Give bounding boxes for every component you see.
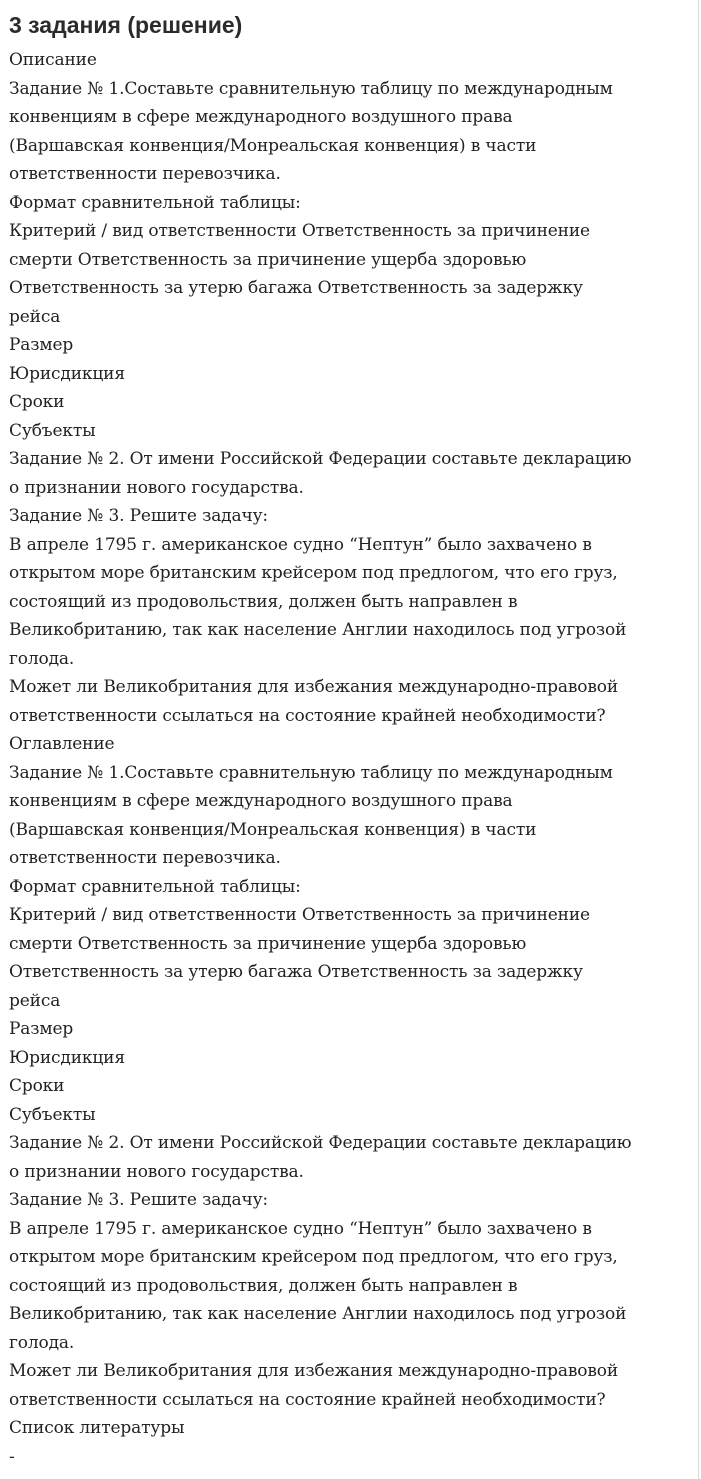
text-line: Задание № 3. Решите задачу: xyxy=(9,506,269,526)
text-line: (Варшавская конвенция/Монреальская конвенция) в части xyxy=(9,135,537,156)
text-line: Критерий / вид ответственности Ответственность за причинение xyxy=(9,905,590,925)
text-line: В апреле 1795 г. американское судно “Нептун” было захвачено в xyxy=(9,534,592,555)
text-line: Юрисдикция xyxy=(9,363,125,384)
text-line: смерти Ответственность за причинение ущерба здоровью xyxy=(9,933,527,954)
text-line: Ответственность за утерю багажа Ответственность за задержку xyxy=(9,962,583,982)
text-line: Может ли Великобритания для избежания международно-правовой xyxy=(9,677,619,697)
text-line: Задание № 1.Составьте сравнительную таблицу по международным xyxy=(9,762,613,783)
text-line: Формат сравнительной таблицы: xyxy=(9,192,301,213)
text-line: Формат сравнительной таблицы: xyxy=(9,876,301,897)
text-line: состоящий из продовольствия, должен быть направлен в xyxy=(9,591,518,612)
text-line: Задание № 3. Решите задачу: xyxy=(9,1190,269,1210)
text-line: Субъекты xyxy=(9,420,96,441)
text-line: (Варшавская конвенция/Монреальская конвенция) в части xyxy=(9,819,537,840)
text-line: В апреле 1795 г. американское судно “Нептун” было захвачено в xyxy=(9,1218,592,1239)
text-line: Список литературы xyxy=(9,1418,185,1438)
text-line: ответственности перевозчика. xyxy=(9,164,281,184)
text-line: Задание № 2. От имени Российской Федерации составьте декларацию xyxy=(9,449,632,469)
text-line: Ответственность за утерю багажа Ответственность за задержку xyxy=(9,278,583,298)
text-line: смерти Ответственность за причинение ущерба здоровью xyxy=(9,249,527,270)
text-line: о признании нового государства. xyxy=(9,1161,304,1182)
text-line: Размер xyxy=(9,1019,74,1039)
text-line: конвенциям в сфере международного воздушного права xyxy=(9,791,513,811)
text-line: голода. xyxy=(9,648,75,669)
text-line: Субъекты xyxy=(9,1104,96,1125)
text-line: Может ли Великобритания для избежания международно-правовой xyxy=(9,1361,619,1381)
text-line: ответственности перевозчика. xyxy=(9,848,281,868)
text-line: - xyxy=(9,1446,15,1467)
text-line: Юрисдикция xyxy=(9,1047,125,1068)
text-line: ответственности ссылаться на состояние крайней необходимости? xyxy=(9,1389,606,1410)
text-line: Описание xyxy=(9,50,97,70)
text-line: Критерий / вид ответственности Ответственность за причинение xyxy=(9,221,590,241)
text-line: Задание № 1.Составьте сравнительную таблицу по международным xyxy=(9,78,613,99)
text-line: Сроки xyxy=(9,392,65,412)
text-line: голода. xyxy=(9,1332,75,1353)
text-line: конвенциям в сфере международного воздушного права xyxy=(9,107,513,127)
text-line: открытом море британским крейсером под предлогом, что его груз, xyxy=(9,563,618,583)
text-line: Великобританию, так как население Англии находилось под угрозой xyxy=(9,1304,627,1324)
text-line: Оглавление xyxy=(9,734,115,754)
text-line: ответственности ссылаться на состояние крайней необходимости? xyxy=(9,705,606,726)
text-line: рейса xyxy=(9,306,61,327)
text-line: состоящий из продовольствия, должен быть направлен в xyxy=(9,1275,518,1296)
text-line: Задание № 2. От имени Российской Федерации составьте декларацию xyxy=(9,1133,632,1153)
document-body xyxy=(9,46,693,1471)
document-title: 3 задания (решение) xyxy=(9,12,243,38)
text-line: Сроки xyxy=(9,1076,65,1096)
text-line: Великобританию, так как население Англии находилось под угрозой xyxy=(9,620,627,640)
text-line: рейса xyxy=(9,990,61,1011)
text-line: о признании нового государства. xyxy=(9,477,304,498)
text-line: Размер xyxy=(9,335,74,355)
text-line: открытом море британским крейсером под предлогом, что его груз, xyxy=(9,1247,618,1267)
